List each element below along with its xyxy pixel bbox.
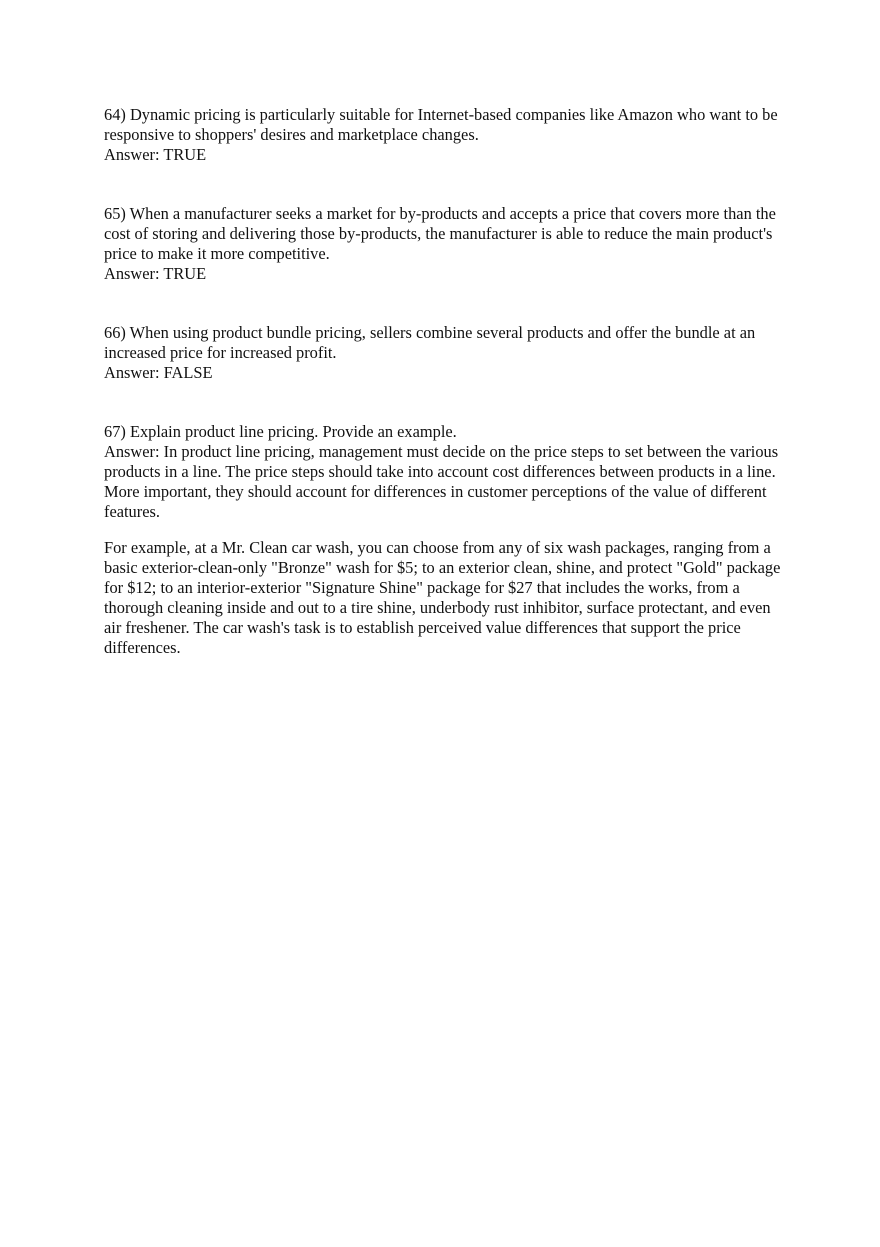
document-content [104, 105, 784, 658]
question-answer: Answer: FALSE [104, 363, 213, 382]
spacer [104, 165, 784, 204]
question-answer: Answer: TRUE [104, 264, 207, 283]
question-answer: Answer: In product line pricing, management must decide on the price steps to set between the various products in a line. The price steps should take into account cost differences between products in a line. More important, they should account for differences in customer perceptions of the value of different features. [104, 442, 779, 521]
question-text: 67) Explain product line pricing. Provide an example. [104, 422, 457, 441]
question-66 [104, 323, 784, 383]
spacer [104, 383, 784, 422]
question-67 [104, 422, 784, 658]
question-answer: Answer: TRUE [104, 145, 207, 164]
question-64 [104, 105, 784, 165]
question-text: 65) When a manufacturer seeks a market for by-products and accepts a price that covers more than the cost of storing and delivering those by-products, the manufacturer is able to reduce the main product's price to make it more competitive. [104, 204, 776, 263]
spacer [104, 522, 784, 538]
example-paragraph: For example, at a Mr. Clean car wash, you can choose from any of six wash packages, ranging from a basic exterior-clean-only "Bronze" wash for $5; to an exterior clean, shine, and protect "Gold" package for $12; to an interior-exterior "Signature Shine" package for $27 that includes the works, from a thorough cleaning inside and out to a tire shine, underbody rust inhibitor, surface protectant, and even air freshener. The car wash's task is to establish perceived value differences that support the price differences. [104, 538, 781, 657]
spacer [104, 284, 784, 323]
question-text: 66) When using product bundle pricing, sellers combine several products and offer the bundle at an increased price for increased profit. [104, 323, 756, 362]
question-text: 64) Dynamic pricing is particularly suitable for Internet-based companies like Amazon who want to be responsive to shoppers' desires and marketplace changes. [104, 105, 778, 144]
question-65 [104, 204, 784, 284]
